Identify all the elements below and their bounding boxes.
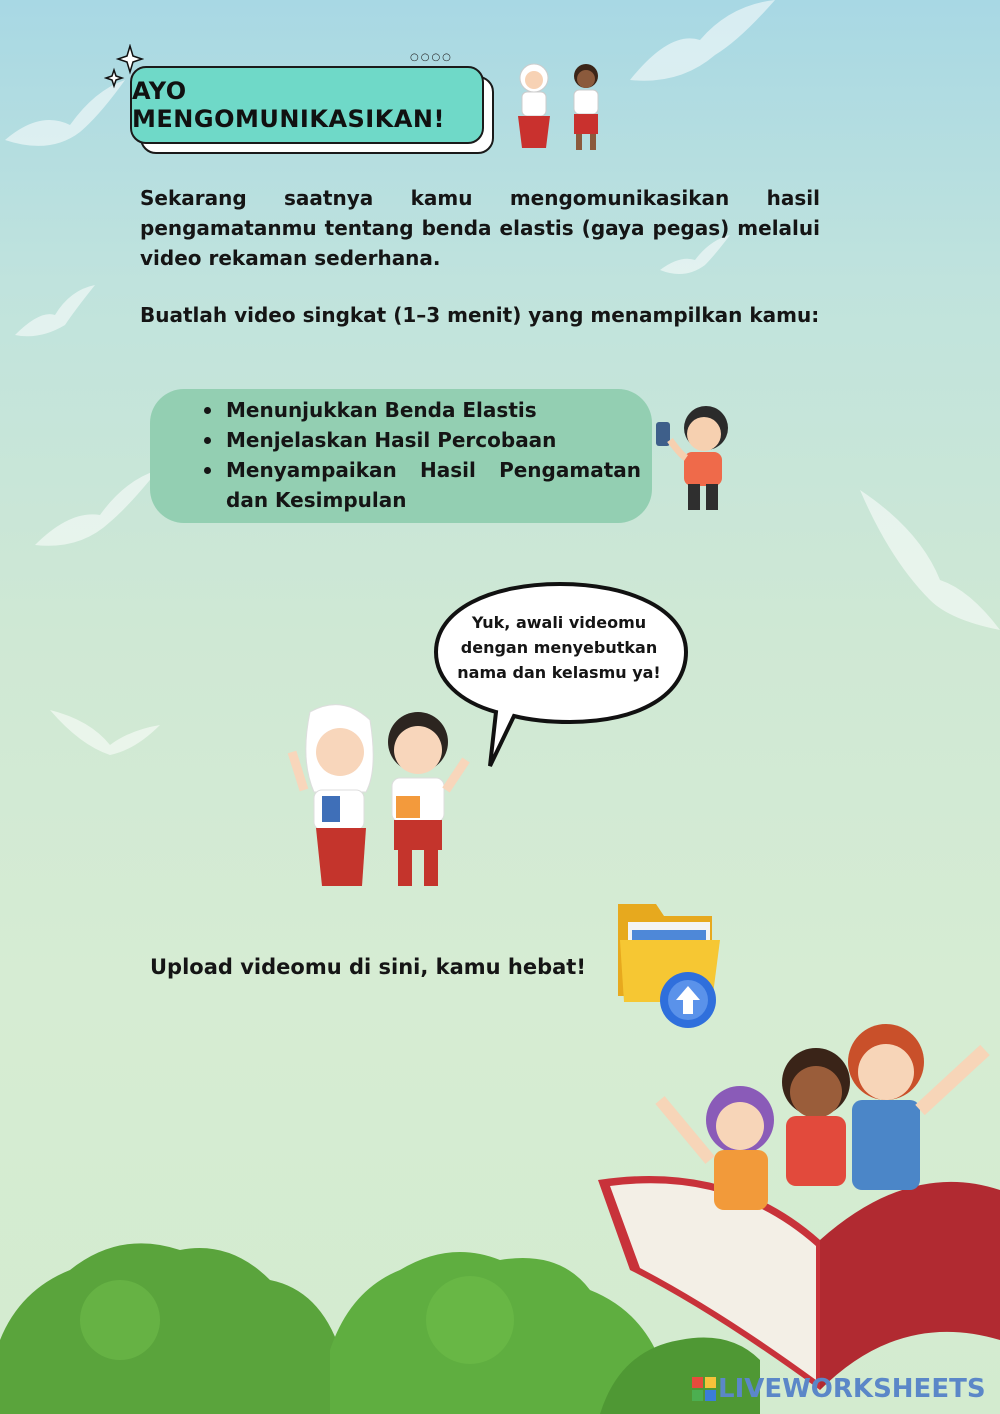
- bird-icon: [620, 0, 780, 90]
- bird-icon: [860, 470, 1000, 640]
- intro-paragraph: Sekarang saatnya kamu mengomunikasikan hasil pengamatanmu tentang benda elastis (gaya pegas) melalui video rekaman sederhana.: [140, 186, 820, 270]
- bird-icon: [10, 280, 100, 340]
- instruction-paragraph: Buatlah video singkat (1–3 menit) yang menampilkan kamu:: [140, 303, 820, 327]
- speech-bubble-text: Yuk, awali videomu dengan menyebutkan nama dan kelasmu ya!: [457, 613, 661, 682]
- decorative-dots: ○○○○: [410, 52, 453, 63]
- two-students-illustration: [270, 700, 490, 890]
- task-list: [226, 395, 641, 515]
- list-item: Menjelaskan Hasil Percobaan: [226, 425, 641, 455]
- list-item: Menyampaikan Hasil Pengamatan dan Kesimpulan: [226, 455, 641, 515]
- bird-icon: [50, 700, 160, 760]
- title-box: [130, 66, 484, 144]
- bird-icon: [30, 460, 160, 550]
- watermark: [690, 1374, 986, 1404]
- kids-illustration: [500, 56, 620, 156]
- page-title: AYO MENGOMUNIKASIKAN!: [132, 77, 445, 133]
- list-item: Menunjukkan Benda Elastis: [226, 395, 641, 425]
- watermark-text: LIVEWORKSHEETS: [718, 1374, 986, 1404]
- boy-with-phone-illustration: [650, 400, 740, 516]
- liveworksheets-logo-icon: [690, 1375, 718, 1403]
- kids-on-book-illustration: [590, 1010, 1000, 1390]
- upload-label: Upload videomu di sini, kamu hebat!: [150, 955, 586, 979]
